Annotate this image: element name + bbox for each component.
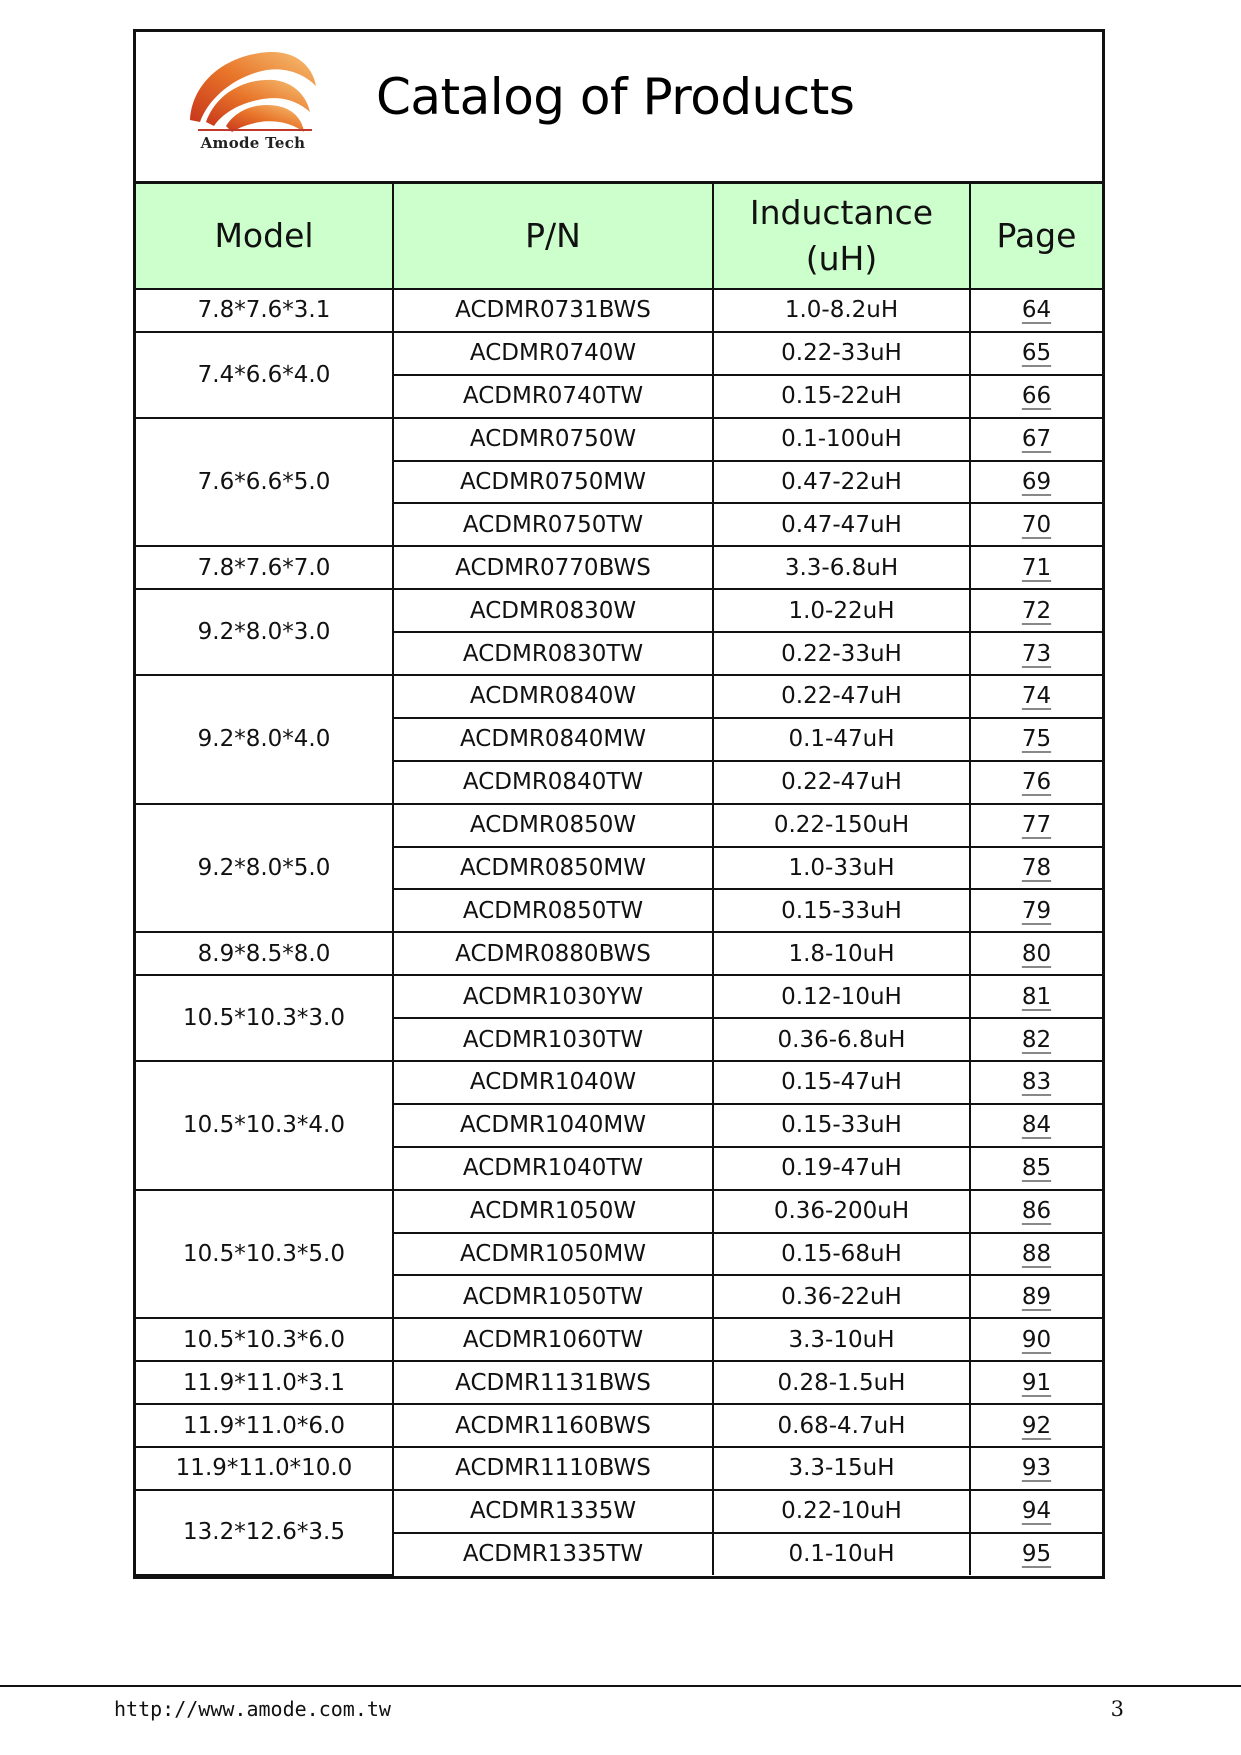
model-cell: 13.2*12.6*3.5 [136, 1490, 393, 1575]
page-link[interactable]: 93 [1021, 1455, 1052, 1482]
page-cell [970, 632, 1102, 675]
inductance-cell: 0.22-10uH [713, 1490, 970, 1533]
page-link[interactable]: 73 [1021, 640, 1052, 667]
part-number-cell: ACDMR0740TW [393, 375, 713, 418]
part-number-cell: ACDMR0850MW [393, 847, 713, 890]
inductance-cell: 0.1-10uH [713, 1533, 970, 1575]
inductance-header-line2: (uH) [805, 239, 878, 278]
page-cell [970, 461, 1102, 504]
page-cell [970, 1404, 1102, 1447]
model-cell: 7.8*7.6*3.1 [136, 289, 393, 332]
page-link[interactable]: 86 [1021, 1198, 1052, 1225]
column-header-inductance [713, 184, 970, 289]
inductance-cell: 0.15-22uH [713, 375, 970, 418]
part-number-cell: ACDMR0750MW [393, 461, 713, 504]
table-row [136, 1404, 1102, 1447]
inductance-cell: 0.22-150uH [713, 804, 970, 847]
inductance-cell: 3.3-15uH [713, 1447, 970, 1490]
part-number-cell: ACDMR1030TW [393, 1018, 713, 1061]
model-cell: 8.9*8.5*8.0 [136, 932, 393, 975]
page-cell [970, 1318, 1102, 1361]
inductance-cell: 1.8-10uH [713, 932, 970, 975]
model-cell: 11.9*11.0*10.0 [136, 1447, 393, 1490]
inductance-cell: 0.15-33uH [713, 1104, 970, 1147]
inductance-cell: 1.0-33uH [713, 847, 970, 890]
model-cell: 9.2*8.0*3.0 [136, 589, 393, 675]
part-number-cell: ACDMR1110BWS [393, 1447, 713, 1490]
page-link[interactable]: 83 [1021, 1069, 1052, 1096]
table-row [136, 1061, 1102, 1104]
inductance-cell: 0.36-200uH [713, 1190, 970, 1233]
table-row [136, 418, 1102, 461]
part-number-cell: ACDMR1030YW [393, 975, 713, 1018]
page-cell [970, 1190, 1102, 1233]
column-header-page: Page [970, 184, 1102, 289]
page-cell [970, 1061, 1102, 1104]
page-link[interactable]: 77 [1021, 812, 1052, 839]
page-cell [970, 289, 1102, 332]
part-number-cell: ACDMR0850TW [393, 889, 713, 932]
model-cell: 10.5*10.3*4.0 [136, 1061, 393, 1190]
table-row [136, 804, 1102, 847]
model-cell: 10.5*10.3*6.0 [136, 1318, 393, 1361]
inductance-header-line1: Inductance [749, 193, 934, 232]
model-cell: 9.2*8.0*5.0 [136, 804, 393, 933]
inductance-cell: 0.1-100uH [713, 418, 970, 461]
page-link[interactable]: 85 [1021, 1155, 1052, 1182]
part-number-cell: ACDMR0830W [393, 589, 713, 632]
part-number-cell: ACDMR0770BWS [393, 546, 713, 589]
products-table [136, 184, 1102, 1576]
page-link[interactable]: 64 [1021, 297, 1052, 324]
page-cell [970, 1275, 1102, 1318]
inductance-cell: 1.0-8.2uH [713, 289, 970, 332]
column-header-model: Model [136, 184, 393, 289]
page-link[interactable]: 74 [1021, 683, 1052, 710]
page-link[interactable]: 82 [1021, 1026, 1052, 1053]
page-link[interactable]: 70 [1021, 511, 1052, 538]
table-row [136, 546, 1102, 589]
page-link[interactable]: 89 [1021, 1283, 1052, 1310]
inductance-cell: 0.47-22uH [713, 461, 970, 504]
inductance-cell: 0.22-33uH [713, 332, 970, 375]
part-number-cell: ACDMR0880BWS [393, 932, 713, 975]
part-number-cell: ACDMR1040W [393, 1061, 713, 1104]
page-link[interactable]: 80 [1021, 940, 1052, 967]
page-link[interactable]: 88 [1021, 1241, 1052, 1268]
model-cell: 10.5*10.3*3.0 [136, 975, 393, 1061]
products-table-body [136, 289, 1102, 1575]
page-link[interactable]: 66 [1021, 383, 1052, 410]
flame-logo-icon [186, 42, 320, 134]
page-link[interactable]: 75 [1021, 726, 1052, 753]
inductance-cell: 0.19-47uH [713, 1147, 970, 1190]
part-number-cell: ACDMR1131BWS [393, 1361, 713, 1404]
inductance-cell: 0.15-47uH [713, 1061, 970, 1104]
amode-tech-logo [186, 42, 320, 152]
page-cell [970, 1104, 1102, 1147]
page-cell [970, 1018, 1102, 1061]
page-cell [970, 804, 1102, 847]
inductance-cell: 3.3-6.8uH [713, 546, 970, 589]
inductance-cell: 1.0-22uH [713, 589, 970, 632]
page-cell [970, 675, 1102, 718]
page-number: 3 [1110, 1697, 1124, 1721]
page-cell [970, 332, 1102, 375]
table-row [136, 589, 1102, 632]
model-cell: 7.6*6.6*5.0 [136, 418, 393, 547]
model-cell: 10.5*10.3*5.0 [136, 1190, 393, 1319]
page-cell [970, 718, 1102, 761]
part-number-cell: ACDMR0840TW [393, 761, 713, 804]
part-number-cell: ACDMR0750W [393, 418, 713, 461]
part-number-cell: ACDMR1335TW [393, 1533, 713, 1575]
part-number-cell: ACDMR1050MW [393, 1233, 713, 1276]
table-row [136, 1361, 1102, 1404]
catalog-box [133, 29, 1105, 1579]
part-number-cell: ACDMR0840W [393, 675, 713, 718]
inductance-cell: 0.22-47uH [713, 675, 970, 718]
model-cell: 7.8*7.6*7.0 [136, 546, 393, 589]
page-link[interactable]: 90 [1021, 1326, 1052, 1353]
table-row [136, 975, 1102, 1018]
page-link[interactable]: 65 [1021, 340, 1052, 367]
page-link[interactable]: 72 [1021, 597, 1052, 624]
page-cell [970, 1233, 1102, 1276]
table-row [136, 1490, 1102, 1533]
part-number-cell: ACDMR0740W [393, 332, 713, 375]
table-row [136, 1190, 1102, 1233]
part-number-cell: ACDMR0850W [393, 804, 713, 847]
page-link[interactable]: 84 [1021, 1112, 1052, 1139]
model-cell: 11.9*11.0*6.0 [136, 1404, 393, 1447]
model-cell: 7.4*6.6*4.0 [136, 332, 393, 418]
part-number-cell: ACDMR0840MW [393, 718, 713, 761]
page-link[interactable]: 81 [1021, 983, 1052, 1010]
page-cell [970, 375, 1102, 418]
table-row [136, 332, 1102, 375]
page-link[interactable]: 95 [1021, 1541, 1052, 1568]
page-cell [970, 1147, 1102, 1190]
table-row [136, 289, 1102, 332]
page-link[interactable]: 94 [1021, 1498, 1052, 1525]
footer-url-link[interactable]: http://www.amode.com.tw [114, 1697, 391, 1721]
catalog-banner [136, 32, 1102, 184]
inductance-cell: 0.36-6.8uH [713, 1018, 970, 1061]
page-link[interactable]: 67 [1021, 426, 1052, 453]
table-row [136, 1318, 1102, 1361]
page-cell [970, 975, 1102, 1018]
logo-caption: Amode Tech [200, 134, 306, 152]
table-row [136, 1447, 1102, 1490]
inductance-cell: 0.1-47uH [713, 718, 970, 761]
inductance-cell: 0.15-68uH [713, 1233, 970, 1276]
page-link[interactable]: 76 [1021, 769, 1052, 796]
page-cell [970, 1447, 1102, 1490]
inductance-cell: 0.22-47uH [713, 761, 970, 804]
part-number-cell: ACDMR0830TW [393, 632, 713, 675]
page-cell [970, 932, 1102, 975]
part-number-cell: ACDMR1050TW [393, 1275, 713, 1318]
inductance-cell: 0.36-22uH [713, 1275, 970, 1318]
table-row [136, 932, 1102, 975]
part-number-cell: ACDMR1050W [393, 1190, 713, 1233]
page-cell [970, 503, 1102, 546]
page-link[interactable]: 79 [1021, 897, 1052, 924]
part-number-cell: ACDMR1160BWS [393, 1404, 713, 1447]
table-row [136, 675, 1102, 718]
page-link[interactable]: 69 [1021, 469, 1052, 495]
part-number-cell: ACDMR1040MW [393, 1104, 713, 1147]
page-link[interactable]: 78 [1021, 855, 1052, 882]
page-cell [970, 1533, 1102, 1575]
page-cell [970, 546, 1102, 589]
page-link[interactable]: 71 [1021, 554, 1052, 581]
model-cell: 11.9*11.0*3.1 [136, 1361, 393, 1404]
inductance-cell: 0.22-33uH [713, 632, 970, 675]
inductance-cell: 0.28-1.5uH [713, 1361, 970, 1404]
page-title: Catalog of Products [376, 68, 855, 126]
inductance-cell: 0.15-33uH [713, 889, 970, 932]
page-link[interactable]: 91 [1021, 1369, 1052, 1396]
part-number-cell: ACDMR1335W [393, 1490, 713, 1533]
inductance-cell: 0.68-4.7uH [713, 1404, 970, 1447]
page-link[interactable]: 92 [1021, 1412, 1052, 1439]
page-cell [970, 418, 1102, 461]
part-number-cell: ACDMR0731BWS [393, 289, 713, 332]
page-cell [970, 761, 1102, 804]
model-cell: 9.2*8.0*4.0 [136, 675, 393, 804]
footer-divider [0, 1685, 1241, 1687]
page-cell [970, 589, 1102, 632]
page-cell [970, 1490, 1102, 1533]
inductance-cell: 3.3-10uH [713, 1318, 970, 1361]
page-cell [970, 889, 1102, 932]
inductance-cell: 0.47-47uH [713, 503, 970, 546]
column-header-pn: P/N [393, 184, 713, 289]
part-number-cell: ACDMR1040TW [393, 1147, 713, 1190]
table-header-row [136, 184, 1102, 289]
part-number-cell: ACDMR1060TW [393, 1318, 713, 1361]
page-cell [970, 1361, 1102, 1404]
page-cell [970, 847, 1102, 890]
part-number-cell: ACDMR0750TW [393, 503, 713, 546]
inductance-cell: 0.12-10uH [713, 975, 970, 1018]
